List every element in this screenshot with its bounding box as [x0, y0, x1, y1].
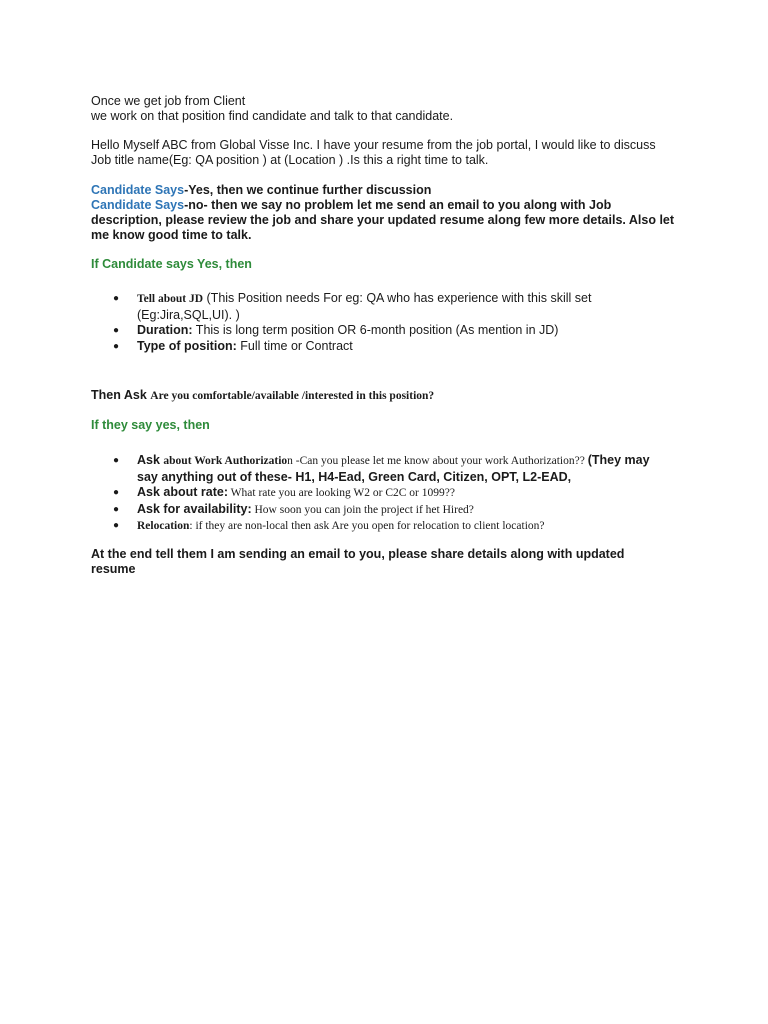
section2-list	[91, 453, 671, 535]
item-label: Duration:	[137, 323, 193, 337]
greeting-paragraph	[91, 138, 681, 168]
item-text: This is long term position OR 6-month position (As mention in JD)	[192, 323, 559, 337]
item-label: Tell about JD	[137, 293, 204, 305]
item-bold-tail: (They may say anything out of these- H1, H4-Ead, Green Card, Citizen, OPT, L2-EAD,	[137, 453, 650, 484]
item-text: How soon you can join the project if het Hired?	[251, 503, 474, 516]
list-item	[91, 339, 671, 355]
list-item	[91, 291, 671, 323]
list-item	[91, 485, 671, 502]
item-label: Relocation	[137, 520, 190, 532]
bullet-icon: ●	[113, 503, 120, 515]
list-item	[91, 323, 671, 339]
closing-paragraph: At the end tell them I am sending an email to you, please share details along with updated resume	[91, 547, 625, 576]
bullet-icon: ●	[113, 325, 120, 336]
item-label: Ask about rate:	[137, 485, 228, 499]
item-label-ask: Ask	[137, 453, 164, 467]
candidate-yes-text: -Yes, then we continue further discussion	[184, 183, 432, 197]
greeting-line-2: Job title name(Eg: QA position ) at (Location ) .Is this a right time to talk.	[91, 153, 489, 167]
item-text: n -Can you please let me know about your work Authorization??	[287, 455, 588, 467]
section2-list-wrap	[91, 453, 671, 535]
item-label: Type of position:	[137, 338, 237, 353]
candidate-no-line	[91, 198, 681, 243]
section1-list-wrap	[91, 291, 671, 354]
item-label: Ask for availability:	[137, 501, 252, 516]
candidate-says-label: Candidate Says	[91, 198, 185, 212]
bullet-icon: ●	[113, 455, 120, 466]
list-item	[91, 502, 671, 519]
section1-heading: If Candidate says Yes, then	[91, 257, 252, 271]
item-text: (This Position needs For eg: QA who has experience with this skill set (Eg:Jira,SQL,UI). )	[137, 291, 592, 322]
intro-line-2: we work on that position find candidate and talk to that candidate.	[91, 109, 454, 123]
intro-line-1: Once we get job from Client	[91, 94, 246, 108]
list-item	[91, 453, 671, 485]
item-text: Full time or Contract	[236, 338, 353, 353]
then-ask-prefix: Then Ask	[91, 388, 151, 402]
intro-paragraph	[91, 94, 691, 124]
then-ask-question: Are you comfortable/available /interested in this position?	[150, 390, 435, 402]
bullet-icon: ●	[113, 487, 120, 498]
section2-heading: If they say yes, then	[91, 418, 210, 432]
then-ask-line	[91, 388, 691, 404]
bullet-icon: ●	[113, 340, 120, 352]
candidate-says-label: Candidate Says	[91, 183, 185, 197]
bullet-icon: ●	[113, 293, 120, 304]
item-text: What rate you are looking W2 or C2C or 1099??	[228, 487, 455, 499]
item-text: : if they are non-local then ask Are you open for relocation to client location?	[189, 520, 545, 532]
bullet-icon: ●	[113, 520, 120, 531]
candidate-no-text: -no- then we say no problem let me send an email to you along with Job description, please review the job and share your updated resume along few more details. Also let me know good time to talk.	[91, 198, 675, 242]
candidate-responses	[91, 183, 681, 243]
candidate-yes-line	[91, 183, 681, 198]
item-label: about Work Authorizatio	[163, 455, 288, 467]
greeting-line-1: Hello Myself ABC from Global Visse Inc. I have your resume from the job portal, I would like to discuss	[91, 138, 656, 152]
list-item	[91, 518, 671, 535]
section1-list	[91, 291, 671, 354]
